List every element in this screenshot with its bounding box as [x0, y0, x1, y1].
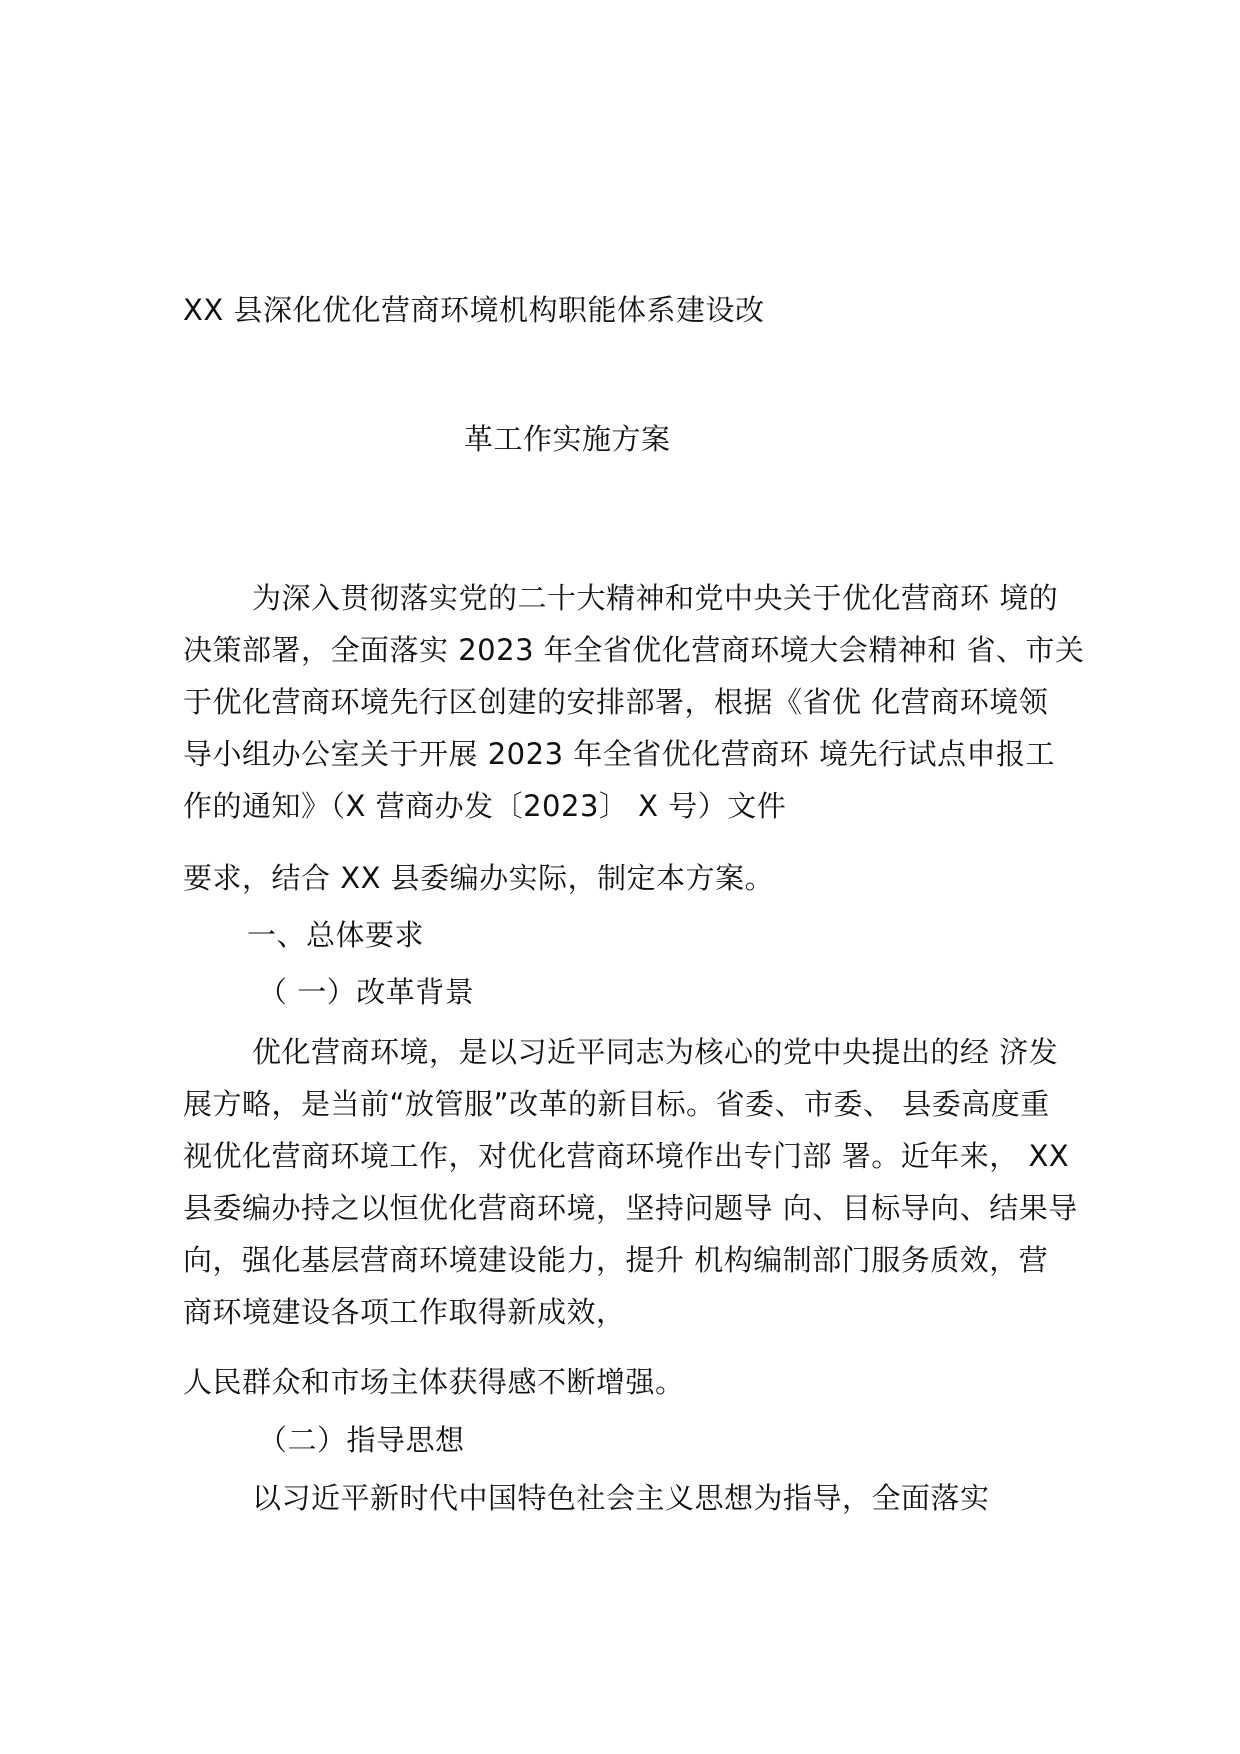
- paragraph-2-line-5: 向，强化基层营商环境建设能力，提升 机构编制部门服务质效，营: [183, 1243, 1049, 1277]
- paragraph-3-line-1: 以习近平新时代中国特色社会主义思想为指导，全面落实: [252, 1481, 990, 1515]
- paragraph-1-line-2: 决策部署，全面落实 2023 年全省优化营商环境大会精神和 省、市关: [183, 633, 1085, 667]
- paragraph-2-line-6: 商环境建设各项工作取得新成效，: [183, 1295, 626, 1329]
- paragraph-1-line-5: 作的通知》（X 营商办发〔2023〕 X 号）文件: [183, 789, 787, 823]
- paragraph-1-tail: 要求，结合 XX 县委编办实际，制定本方案。: [183, 861, 775, 895]
- document-title-line-1: XX 县深化优化营商环境机构职能体系建设改: [183, 293, 765, 327]
- subsection-2-heading: （二）指导思想: [258, 1423, 465, 1457]
- paragraph-1-line-4: 导小组办公室关于开展 2023 年全省优化营商环 境先行试点申报工: [183, 737, 1055, 771]
- document-title-line-2: 革工作实施方案: [464, 422, 671, 456]
- paragraph-1-line-1: 为深入贯彻落实党的二十大精神和党中央关于优化营商环 境的: [252, 581, 1059, 615]
- section-1-heading: 一、总体要求: [247, 918, 425, 952]
- subsection-1-heading: （ 一）改革背景: [258, 975, 475, 1009]
- paragraph-2-line-2: 展方略，是当前“放管服”改革的新目标。省委、市委、 县委高度重: [183, 1087, 1050, 1121]
- paragraph-1-line-3: 于优化营商环境先行区创建的安排部署，根据《省优 化营商环境领: [183, 685, 1049, 719]
- paragraph-2-tail: 人民群众和市场主体获得感不断增强。: [183, 1365, 685, 1399]
- paragraph-2-line-4: 县委编办持之以恒优化营商环境，坚持问题导 向、目标导向、结果导: [183, 1191, 1078, 1225]
- paragraph-2-line-1: 优化营商环境，是以习近平同志为核心的党中央提出的经 济发: [252, 1035, 1059, 1069]
- paragraph-2-line-3: 视优化营商环境工作，对优化营商环境作出专门部 署。近年来， XX: [183, 1139, 1070, 1173]
